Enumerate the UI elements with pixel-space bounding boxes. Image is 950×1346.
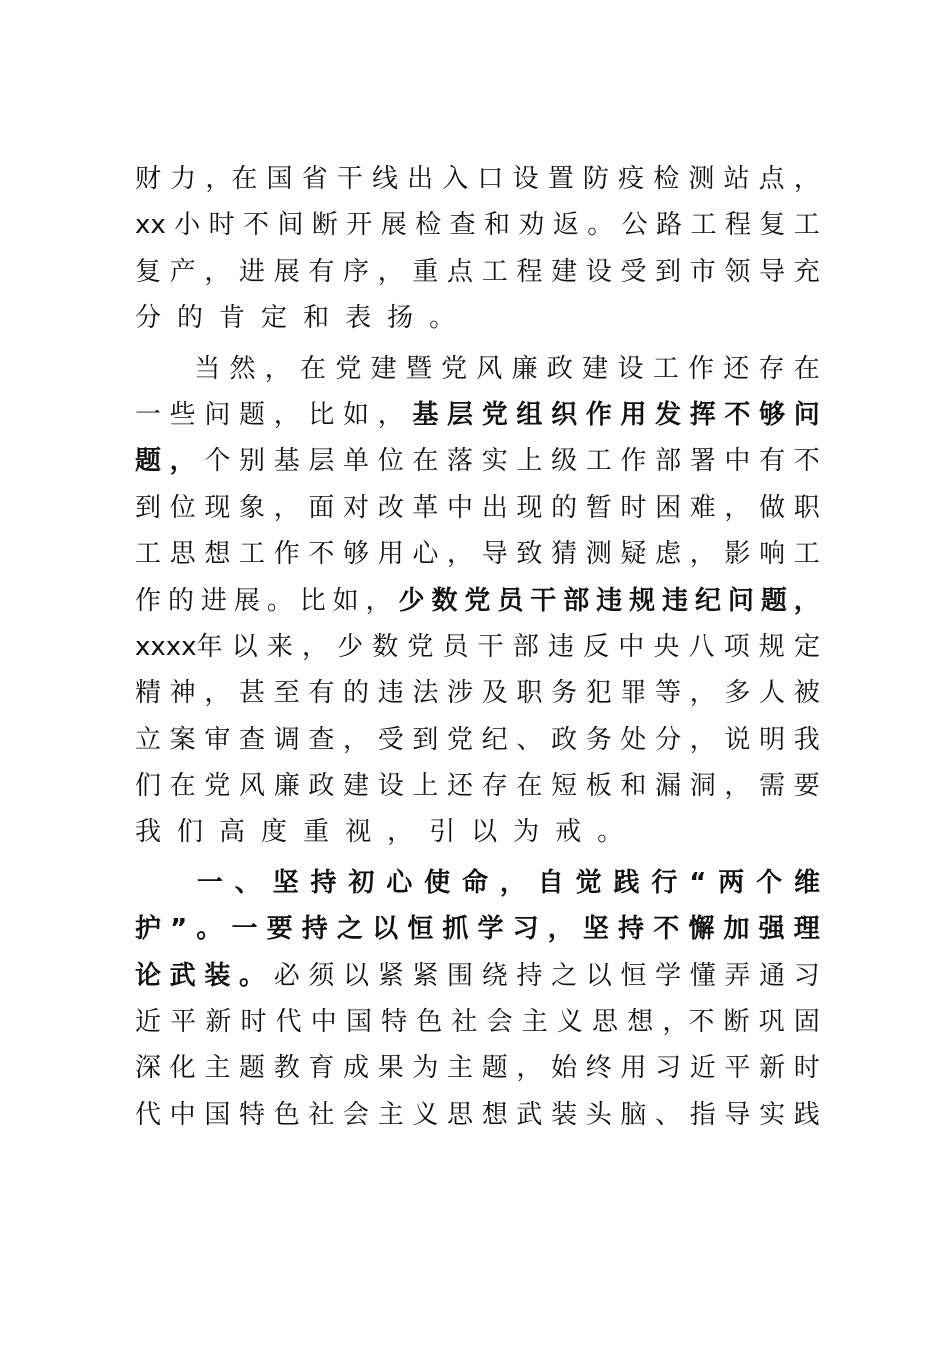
text-line: 到 位 现 象 ， 面 对 改 革 中 出 现 的 暂 时 困 难 ， 做 职: [135, 492, 820, 523]
text-line: 近 平 新 时 代 中 国 特 色 社 会 主 义 思 想 ，不 断 巩 固: [135, 1007, 820, 1038]
document-body: [135, 156, 820, 1138]
text-line: 立 案 审 查 调 查 ， 受 到 党 纪 、 政 务 处 分 ， 说 明 我: [135, 724, 820, 755]
text-line: 题 ， 个 别 基 层 单 位 在 落 实 上 级 工 作 部 署 中 有 不: [135, 446, 820, 477]
text-line: 深 化 主 题 教 育 成 果 为 主 题 ， 始 终 用 习 近 平 新 时: [135, 1053, 820, 1084]
text-line: 一 、 坚 持 初 心 使 命 ， 自 觉 践 行 “ 两 个 维: [196, 867, 820, 898]
text-line: 作 的 进 展 。 比 如 ， 少 数 党 员 干 部 违 规 违 纪 问 题 ，: [135, 585, 820, 616]
text-line: 财 力 ，在 国 省 干 线 出 入 口 设 置 防 疫 检 测 站 点 ，: [135, 164, 820, 194]
text-line: 们 在 党 风 廉 政 建 设 上 还 存 在 短 板 和 漏 洞 ， 需 要: [135, 771, 820, 802]
text-line: 分 的 肯 定 和 表 扬 。: [135, 303, 456, 334]
text-line: 复 产 ， 进 展 有 序 ， 重 点 工 程 建 设 受 到 市 领 导 充: [135, 256, 820, 287]
text-line: 我 们 高 度 重 视 ， 引 以 为 戒 。: [135, 817, 624, 848]
text-line: 论 武 装 。 必 须 以 紧 紧 围 绕 持 之 以 恒 学 懂 弄 通 习: [135, 960, 820, 991]
text-line: xxxx年 以 来 ， 少 数 党 员 干 部 违 反 中 央 八 项 规 定: [135, 631, 820, 662]
text-line: 工 思 想 工 作 不 够 用 心 ， 导 致 猜 测 疑 虑 ， 影 响 工: [135, 539, 820, 570]
text-line: 代 中 国 特 色 社 会 主 义 思 想 武 装 头 脑 、 指 导 实 践: [135, 1099, 820, 1130]
text-line: 护 ” 。 一 要 持 之 以 恒 抓 学 习 ， 坚 持 不 懈 加 强 理: [135, 914, 820, 945]
text-line: 当 然 ， 在 党 建 暨 党 风 廉 政 建 设 工 作 还 存 在: [194, 353, 820, 384]
text-line: xx 小 时 不 间 断 开 展 检 查 和 劝 返 。 公 路 工 程 复 工: [135, 210, 820, 241]
text-line: 精 神 ， 甚 至 有 的 违 法 涉 及 职 务 犯 罪 等 ， 多 人 被: [135, 678, 820, 709]
text-line: 一 些 问 题 ， 比 如 ， 基 层 党 组 织 作 用 发 挥 不 够 问: [135, 399, 820, 430]
